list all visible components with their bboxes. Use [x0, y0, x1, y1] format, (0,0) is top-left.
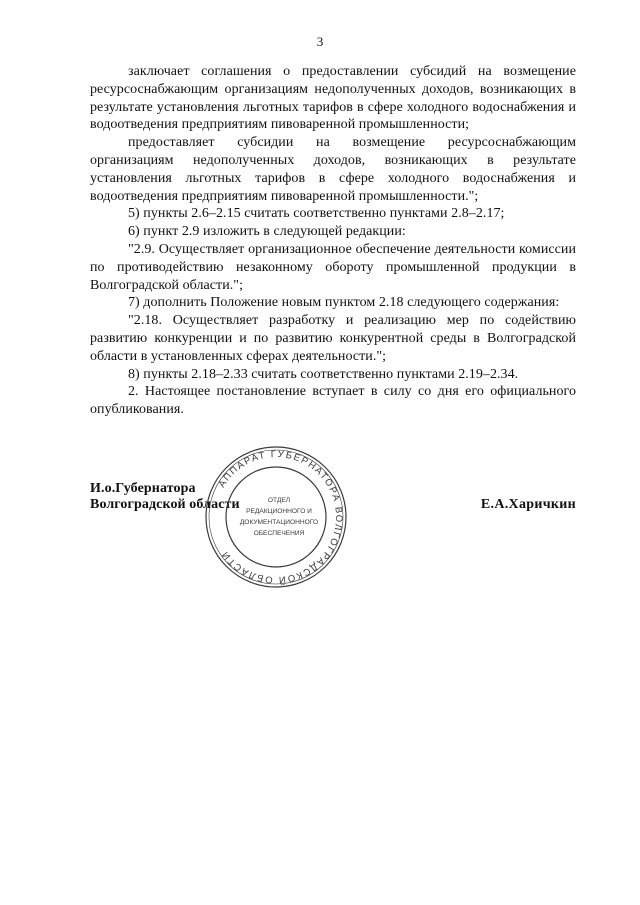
paragraph-item-8: 8) пункты 2.18–2.33 считать соответственно пунктами 2.19–2.34.	[128, 366, 519, 382]
paragraph-subsidies: предоставляет субсидии на возмещение ресурсоснабжающим организациям недополученных доходов, возникающих в результате установления льготных тарифов в сфере холодного водоснабжения и водоотведения предприятиям пивоваренной промышленности.";	[90, 135, 576, 204]
page-number: 3	[316, 34, 324, 49]
paragraph-effective-date: 2. Настоящее постановление вступает в силу со дня его официального опубликования.	[90, 384, 576, 418]
stamp-center-line2: РЕДАКЦИОННОГО И	[246, 508, 312, 515]
paragraph-clause-2-9: "2.9. Осуществляет организационное обеспечение деятельности комиссии по противодействию незаконному обороту промышленной продукции в Волгоградской области.";	[90, 241, 576, 293]
signer-name: Е.А.Харичкин	[480, 497, 576, 512]
stamp-center-line1: ОТДЕЛ	[267, 497, 291, 504]
signer-title-line2: Волгоградской области	[90, 497, 240, 512]
paragraph-item-6: 6) пункт 2.9 изложить в следующей редакции:	[128, 224, 406, 240]
stamp-center-line3: ДОКУМЕНТАЦИОННОГО	[239, 519, 319, 526]
stamp-rings	[206, 447, 346, 587]
paragraph-clause-2-18: "2.18. Осуществляет разработку и реализацию мер по содействию развитию конкуренции и по развитию конкурентной среды в Волгоградской области в установленных сферах деятельности.";	[90, 313, 576, 364]
official-stamp	[201, 442, 351, 592]
document-body	[90, 63, 576, 419]
signer-title-line1: И.о.Губернатора	[90, 481, 196, 496]
stamp-center-text	[240, 497, 318, 537]
paragraph-agreements: заключает соглашения о предоставлении субсидий на возмещение ресурсоснабжающим организациям недополученных доходов, возникающих в результате установления льготных тарифов в сфере холодного водоснабжения и водоотведения предприятиям пивоваренной промышленности;	[90, 64, 576, 133]
stamp-center-line4: ОБЕСПЕЧЕНИЯ	[253, 530, 305, 537]
stamp-outer-text: АППАРАТ ГУБЕРНАТОРА ВОЛГОГРАДСКОЙ ОБЛАСТИ	[216, 448, 345, 586]
paragraph-item-5: 5) пункты 2.6–2.15 считать соответственно пунктами 2.8–2.17;	[128, 206, 505, 222]
paragraph-item-7: 7) дополнить Положение новым пунктом 2.18 следующего содержания:	[128, 295, 560, 311]
